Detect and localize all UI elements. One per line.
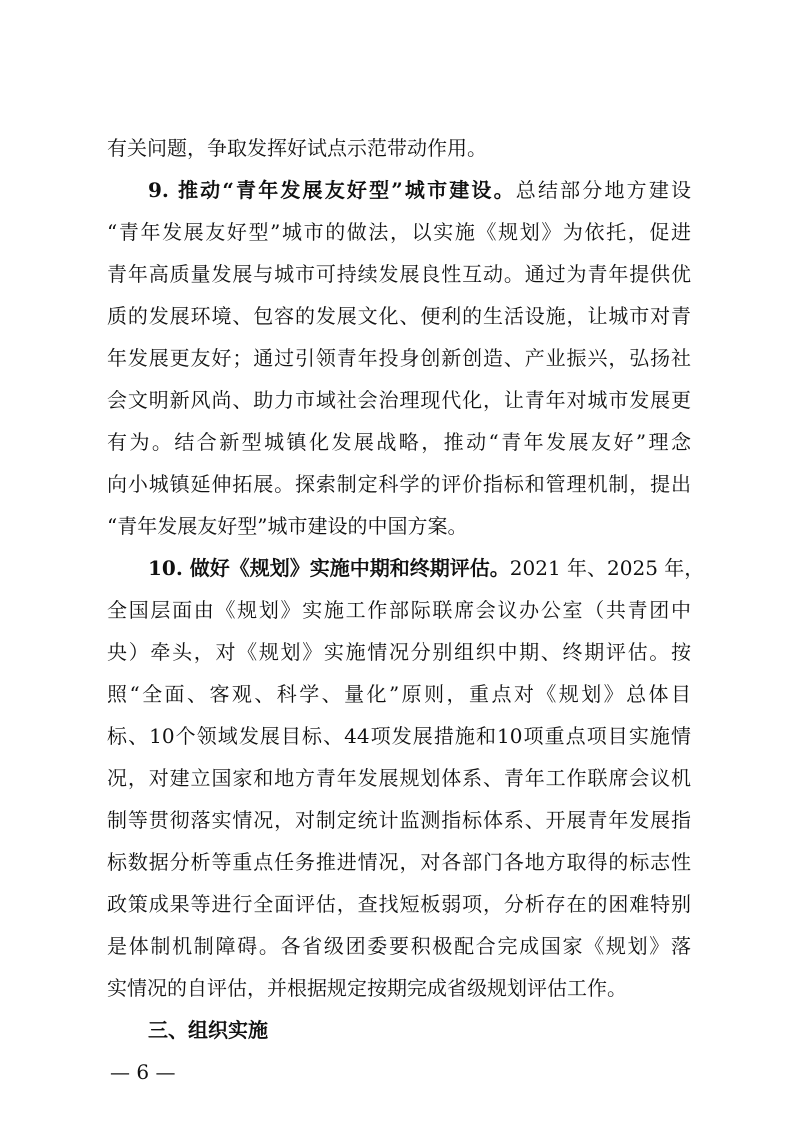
paragraph-line: “青年发展友好型”城市建设的中国方案。 — [107, 514, 468, 538]
item-9-text: 总结部分地方建设 — [515, 178, 692, 202]
page-number: — 6 — — [110, 1060, 176, 1084]
paragraph-line: 照“全面、客观、科学、量化”原则，重点对《规划》总体目 — [107, 682, 691, 706]
paragraph-line: 全国层面由《规划》实施工作部际联席会议办公室（共青团中 — [107, 598, 691, 622]
paragraph-line: 质的发展环境、包容的发展文化、便利的生活设施，让城市对青 — [107, 304, 691, 328]
paragraph-line: 制等贯彻落实情况，对制定统计监测指标体系、开展青年发展指 — [107, 808, 691, 832]
paragraph-line: “青年发展友好型”城市的做法，以实施《规划》为依托，促进 — [107, 220, 691, 244]
paragraph-line: 是体制机制障碍。各省级团委要积极配合完成国家《规划》落 — [107, 934, 691, 958]
paragraph-line: 有关问题，争取发挥好试点示范带动作用。 — [107, 136, 487, 160]
item-9-first-line — [148, 178, 691, 202]
paragraph-line: 会文明新风尚、助力市域社会治理现代化，让青年对城市发展更 — [107, 388, 691, 412]
paragraph-line: 向小城镇延伸拓展。探索制定科学的评价指标和管理机制，提出 — [107, 472, 691, 496]
paragraph-line: 政策成果等进行全面评估，查找短板弱项，分析存在的困难特别 — [107, 892, 691, 916]
paragraph-line: 年发展更友好；通过引领青年投身创新创造、产业振兴，弘扬社 — [107, 346, 691, 370]
paragraph-line: 况，对建立国家和地方青年发展规划体系、青年工作联席会议机 — [107, 766, 691, 790]
item-10-heading: 10. 做好《规划》实施中期和终期评估。 — [148, 556, 510, 580]
paragraph-line: 央）牵头，对《规划》实施情况分别组织中期、终期评估。按 — [107, 640, 691, 664]
paragraph-line: 标、10个领域发展目标、44项发展措施和10项重点项目实施情 — [107, 724, 691, 748]
paragraph-line: 实情况的自评估，并根据规定按期完成省级规划评估工作。 — [107, 976, 627, 1000]
paragraph-line: 青年高质量发展与城市可持续发展良性互动。通过为青年提供优 — [107, 262, 691, 286]
item-10-text: 2021 年、2025 年， — [509, 556, 705, 580]
section-heading: 三、组织实施 — [148, 1018, 268, 1042]
item-9-heading: 9. 推动“青年发展友好型”城市建设。 — [148, 178, 516, 202]
paragraph-line: 标数据分析等重点任务推进情况，对各部门各地方取得的标志性 — [107, 850, 691, 874]
paragraph-line: 有为。结合新型城镇化发展战略，推动“青年发展友好”理念 — [107, 430, 691, 454]
item-10-first-line — [148, 556, 705, 580]
